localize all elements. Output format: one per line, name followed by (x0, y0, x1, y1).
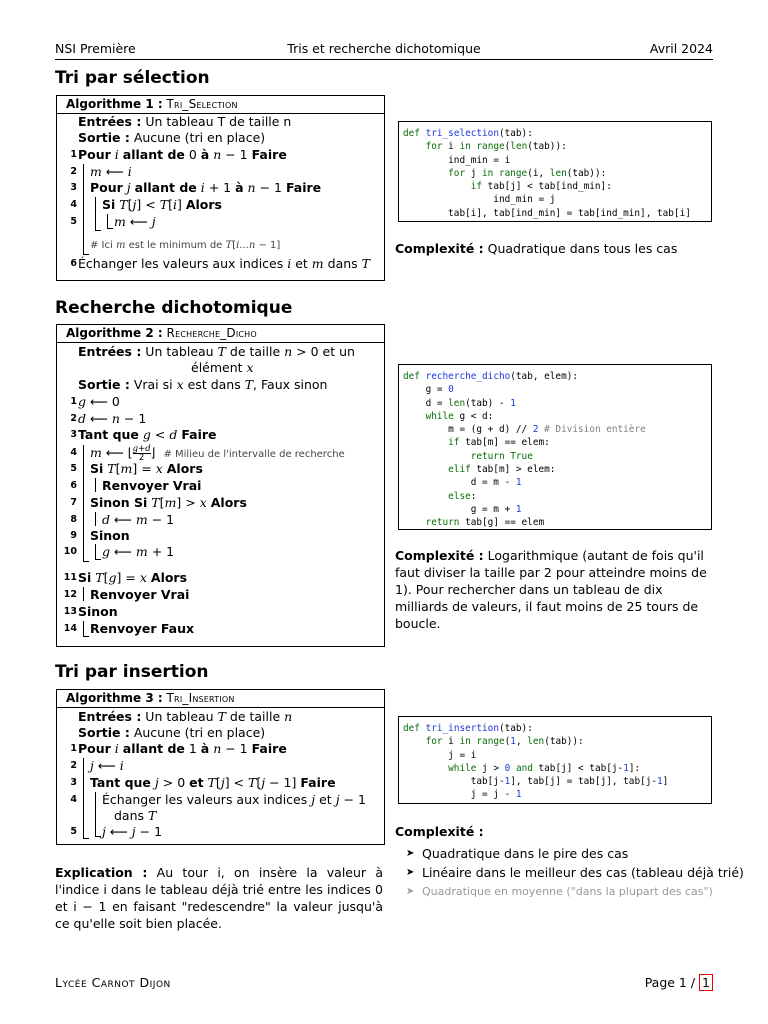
footer-school: Lycée Carnot Dijon (55, 975, 171, 990)
algo-line: 3 Tant que j > 0 et T[j] < T[j − 1] Faire (70, 775, 336, 790)
algo-line-cont: dans T (114, 808, 157, 823)
algorithm-title: Algorithme 3 : Tri_Insertion (57, 690, 384, 708)
list-item: ➤ Quadratique dans le pire des cas (406, 846, 629, 861)
algo-line: 1 g ⟵ 0 (70, 394, 120, 409)
algo-line: 7 Sinon Si T[m] > x Alors (70, 495, 247, 510)
algo-output: Sortie : Aucune (tri en place) (78, 130, 266, 145)
list-item: ➤ Linéaire dans le meilleur des cas (tableau déjà trié) (406, 865, 744, 880)
algo-line: 10 g ⟵ m + 1 (63, 544, 175, 559)
algo-line: 2 j ⟵ i (70, 758, 124, 773)
algo-line: 5 Si T[m] = x Alors (70, 461, 203, 476)
algo-output: Sortie : Vrai si x est dans T, Faux sinon (78, 377, 328, 392)
algorithm-box-selection (56, 95, 385, 281)
algo-inputs: Entrées : Un tableau T de taille n (78, 114, 292, 129)
algo-line: 9 Sinon (70, 528, 130, 543)
header-right: Avril 2024 (649, 41, 713, 56)
complexity-selection: Complexité : Quadratique dans tous les cas (395, 241, 678, 256)
code-block-insertion: def tri_insertion(tab): for i in range(1, len(tab)): j = i while j > 0 and tab[j] < tab[j-1]: tab[j-1], tab[j] = tab[j], tab[j-1] j = j - 1 (398, 716, 712, 804)
page-total-link[interactable]: 1 (699, 974, 713, 991)
list-item: ➤ Quadratique en moyenne ("dans la plupart des cas") (406, 885, 713, 898)
algorithm-box-insertion (56, 689, 385, 845)
algo-line: 5 j ⟵ j − 1 (70, 824, 163, 839)
algo-line: 5 m ⟵ j (70, 214, 156, 229)
footer-page: Page 1 / 1 (645, 975, 713, 990)
algo-line: 13 Sinon (63, 604, 118, 619)
algo-inputs: Entrées : Un tableau T de taille n > 0 et un (78, 344, 355, 359)
algorithm-title: Algorithme 2 : Recherche_Dicho (57, 325, 384, 343)
algo-line: 1 Pour i allant de 0 à n − 1 Faire (70, 147, 287, 162)
header-left: NSI Première (55, 41, 136, 56)
algo-line: 8 d ⟵ m − 1 (70, 512, 175, 527)
algo-line: 3 Pour j allant de i + 1 à n − 1 Faire (70, 180, 322, 195)
algo-output: Sortie : Aucune (tri en place) (78, 725, 266, 740)
algo-line: 11 Si T[g] = x Alors (63, 570, 188, 585)
complexity-dicho: Complexité : Logarithmique (autant de fois qu'il faut diviser la taille par 2 pour atteindre moins de 1). Pour rechercher dans un tableau de dix milliards de valeurs, il faut moins de 25 tours de boucle. (395, 548, 707, 631)
section-title-selection: Tri par sélection (55, 68, 210, 88)
header-center: Tris et recherche dichotomique (287, 41, 481, 56)
complexity-insertion-list (406, 845, 744, 902)
algo-comment: # Ici m est le minimum de T[i...n − 1] (90, 240, 281, 251)
algo-line: 6 Échanger les valeurs aux indices i et m dans T (70, 256, 370, 271)
explanation-insertion: Explication : Au tour i, on insère la valeur à l'indice i dans le tableau déjà trié entre les indices 0 et i − 1 en faisant "redescendre" la valeur jusqu'à ce qu'elle soit bien placée. (55, 865, 383, 931)
code-block-dicho: def recherche_dicho(tab, elem): g = 0 d = len(tab) - 1 while g < d: m = (g + d) // 2 # Division entière if tab[m] == elem: return True elif tab[m] > elem: d = m - 1 else: g = m + 1 return tab[g] == elem (398, 364, 712, 530)
algo-line: 4 Si T[j] < T[i] Alors (70, 197, 222, 212)
algo-line: 4 Échanger les valeurs aux indices j et j − 1 (70, 792, 366, 807)
algo-line: 14 Renvoyer Faux (63, 621, 195, 636)
algo-line: 3 Tant que g < d Faire (70, 427, 217, 442)
algorithm-box-dicho (56, 324, 385, 647)
algorithm-title: Algorithme 1 : Tri_Selection (57, 96, 384, 114)
algo-inputs: Entrées : Un tableau T de taille n (78, 709, 293, 724)
section-title-insertion: Tri par insertion (55, 662, 209, 682)
algo-line: 4 m ⟵ ⌊g+d 2 ⌋ # Milieu de l'intervalle de recherche (70, 444, 345, 463)
section-title-dicho: Recherche dichotomique (55, 298, 293, 318)
code-block-selection: def tri_selection(tab): for i in range(len(tab)): ind_min = i for j in range(i, len(tab)): if tab[j] < tab[ind_min]: ind_min = j tab[i], tab[ind_min] = tab[ind_min], tab[i] (398, 121, 712, 222)
header-rule (55, 59, 713, 60)
algo-line: 1 Pour i allant de 1 à n − 1 Faire (70, 741, 287, 756)
complexity-insertion-label: Complexité : (395, 824, 484, 839)
algo-line: 12 Renvoyer Vrai (63, 587, 190, 602)
algo-line: 2 d ⟵ n − 1 (70, 411, 147, 426)
algo-line: 6 Renvoyer Vrai (70, 478, 202, 493)
algo-line: 2 m ⟵ i (70, 164, 132, 179)
algo-inputs-cont: élément x (191, 360, 254, 375)
